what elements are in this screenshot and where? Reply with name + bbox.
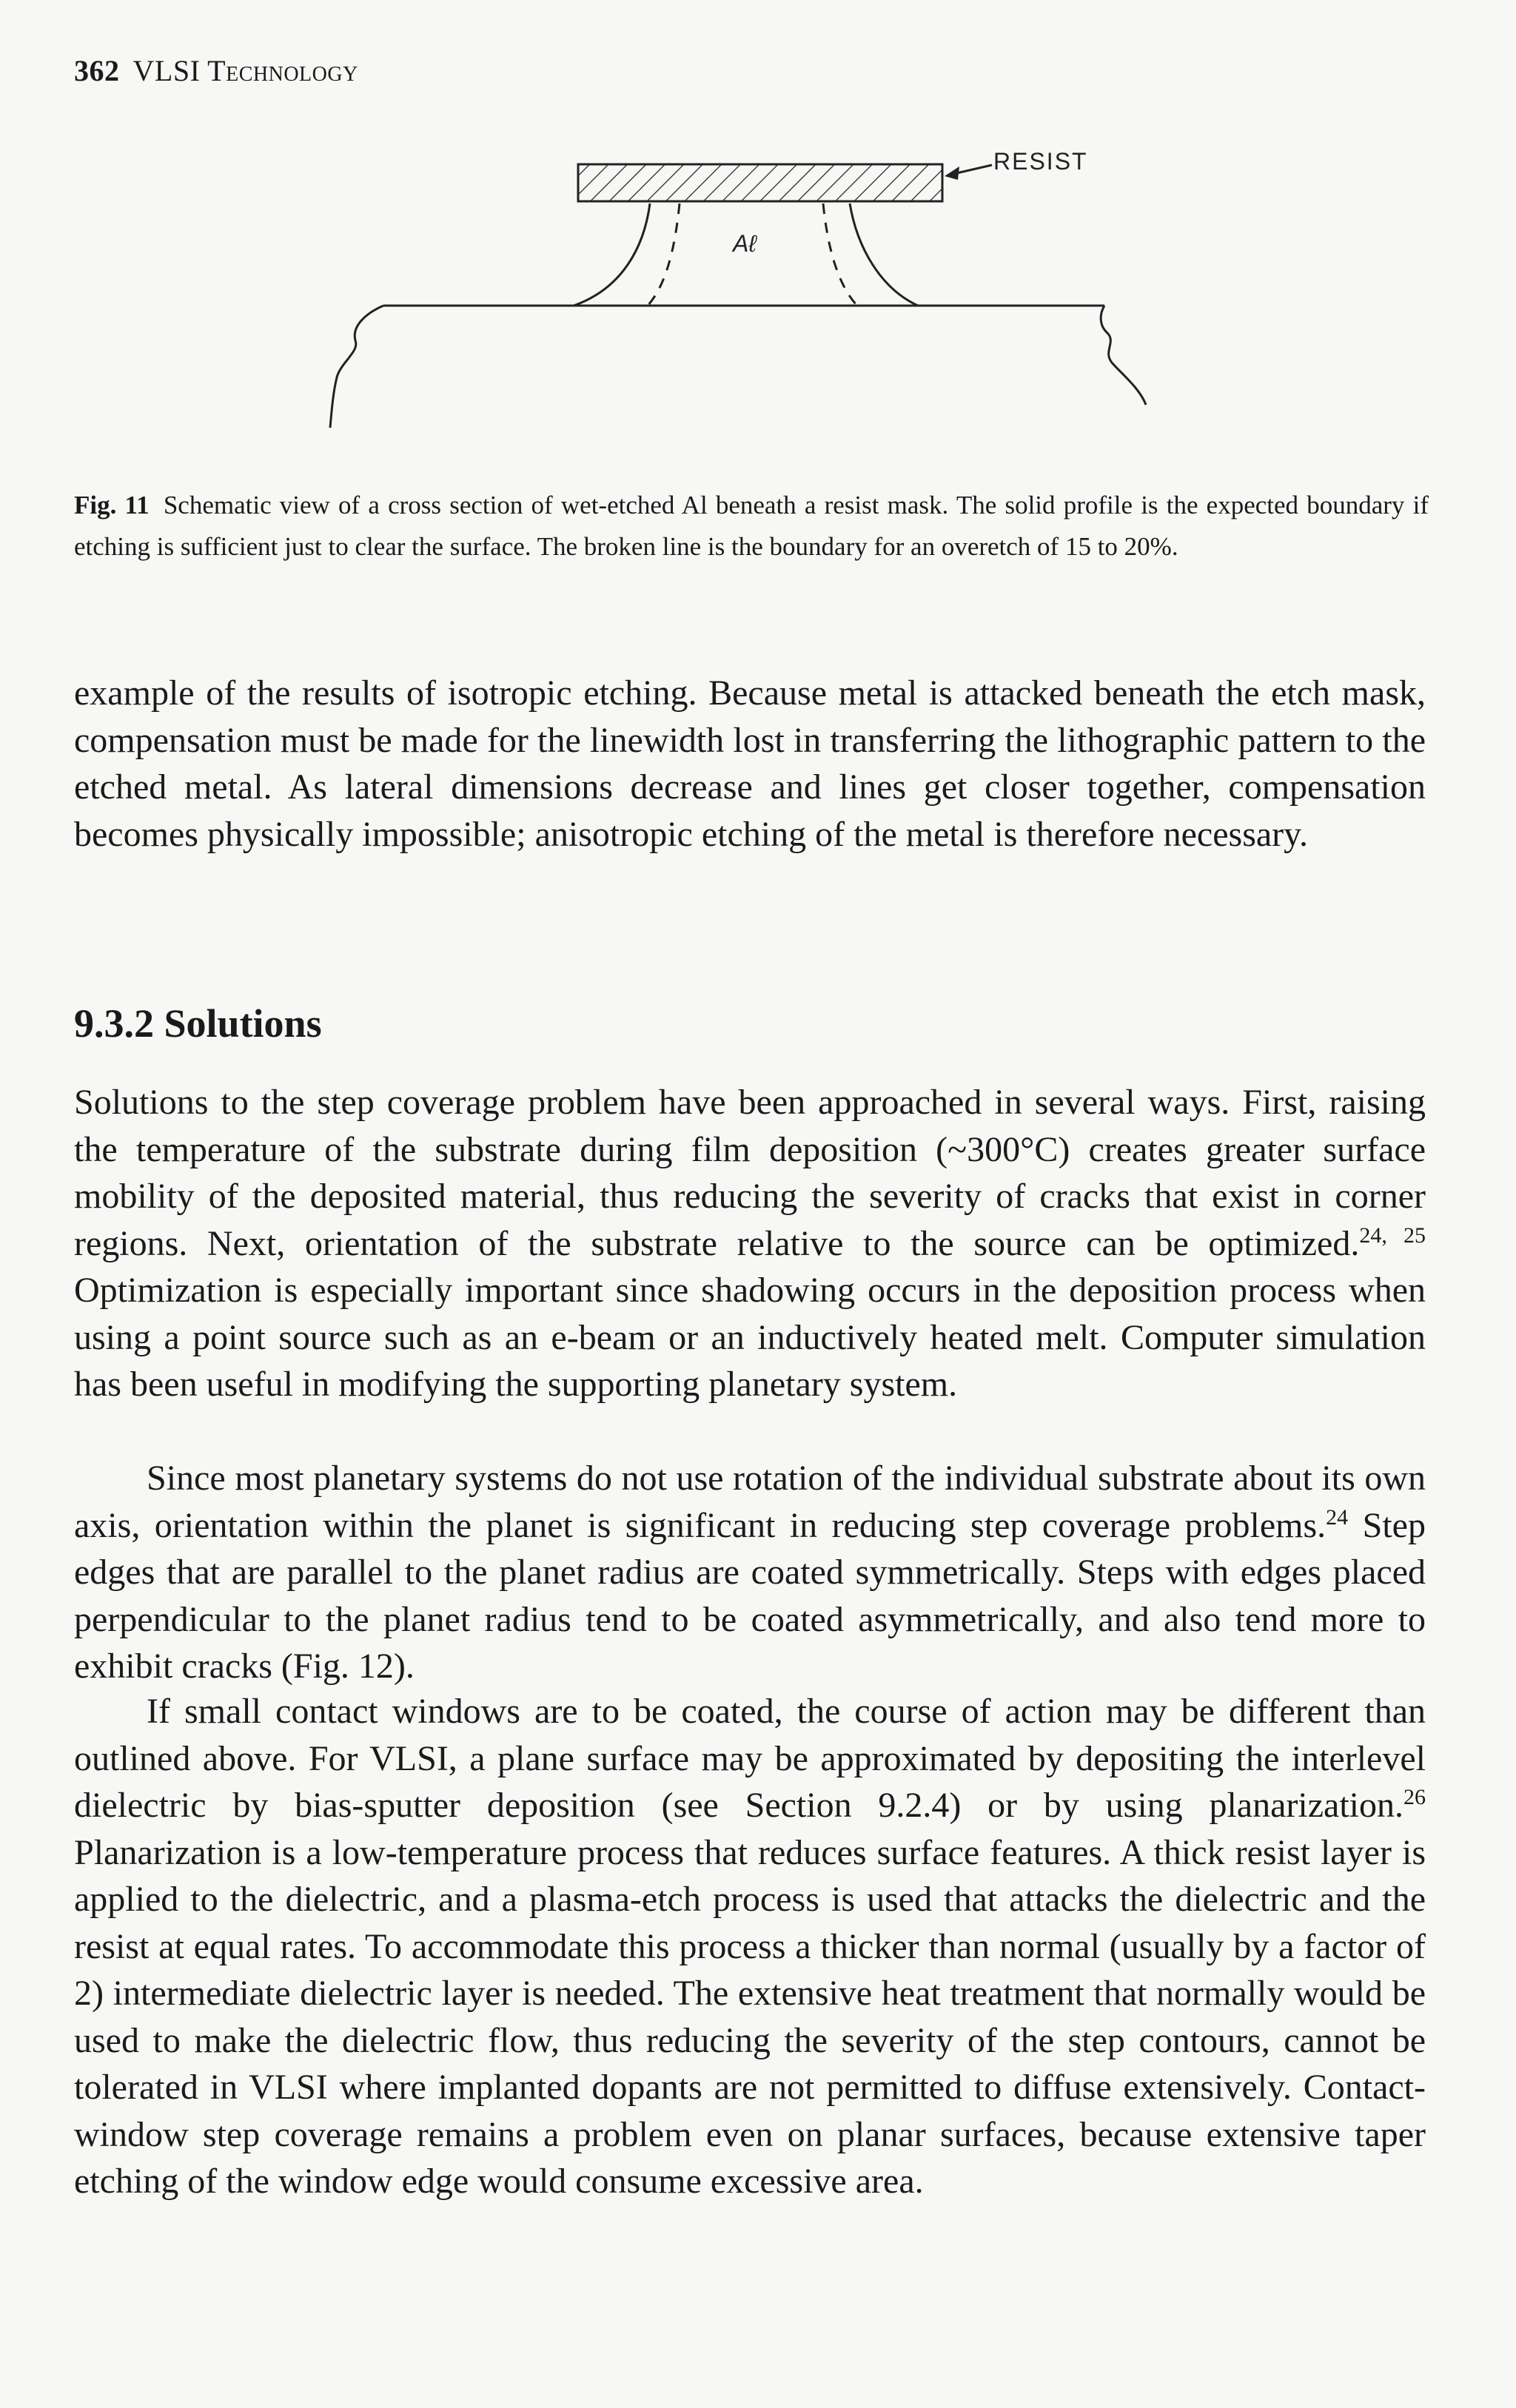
substrate-break-right <box>1101 306 1146 405</box>
broken-overetch-line-left <box>648 204 680 306</box>
paragraph-text: Solutions to the step coverage problem have been approached in several ways. First, raising the temperature of the substrate during film deposition (~300°C) creates greater surface mobility of the deposited material, thus reducing the severity of cracks that exist in corner regions. Next, orientation of the substrate relative to the source can be optimized. <box>74 1083 1426 1263</box>
cross-section-figure <box>296 137 1184 448</box>
resist-arrowhead <box>945 167 959 180</box>
running-head <box>74 53 358 88</box>
aluminum-label: Aℓ <box>733 230 757 257</box>
paragraph-text: Since most planetary systems do not use rotation of the individual substrate about its own axis, orientation within the planet is significant in reducing step coverage problems. <box>74 1459 1426 1545</box>
solid-etch-profile-right <box>850 204 918 306</box>
reference-superscript: 24, 25 <box>1359 1223 1426 1248</box>
section-heading: 9.3.2 Solutions <box>74 1001 322 1046</box>
resist-label: RESIST <box>993 148 1088 175</box>
substrate-break-left <box>330 306 383 428</box>
page-number: 362 <box>74 54 120 87</box>
paragraph-contact-windows <box>74 1688 1426 2205</box>
paragraph-text: Planarization is a low-temperature process that reduces surface features. A thick resist layer is applied to the dielectric, and a plasma-etch process is used that attacks the dielectric and the resist at equal rates. To accommodate this process a thicker than normal (usually by a factor of 2) intermediate dielectric layer is needed. The extensive heat treatment that normally would be used to make the dielectric flow, thus reducing the severity of the step contours, cannot be tolerated in VLSI where implanted dopants are not permitted to diffuse extensively. Contact-window step coverage remains a problem even on planar surfaces, because extensive taper etching of the window edge would consume excessive area. <box>74 1832 1426 2201</box>
paragraph-text: If small contact windows are to be coated, the course of action may be different than outlined above. For VLSI, a plane surface may be approximated by depositing the interlevel dielectric by bias-sputter deposition (see Section 9.2.4) or by using planarization. <box>74 1692 1426 1825</box>
solid-etch-profile-left <box>574 204 650 306</box>
resist-mask <box>578 164 942 201</box>
book-title: VLSI Technology <box>133 54 358 87</box>
paragraph-text: Optimization is especially important since shadowing occurs in the deposition process when using a point source such as an e-beam or an inductively heated melt. Computer simulation has been useful in modifying the supporting planetary system. <box>74 1271 1426 1404</box>
resist-leader-line <box>953 165 992 174</box>
reference-superscript: 24 <box>1326 1504 1349 1530</box>
figure-label: Fig. 11 <box>74 491 150 519</box>
figure-caption <box>74 485 1429 568</box>
paragraph-text: Step edges that are parallel to the planet radius are coated symmetrically. Steps with edges placed perpendicular to the planet radius tend to be coated asymmetrically, and also tend more to exhibit cracks (Fig. 12). <box>74 1505 1426 1686</box>
paragraph-planetary-systems <box>74 1455 1426 1690</box>
caption-text: Schematic view of a cross section of wet-etched Al beneath a resist mask. The solid profile is the expected boundary if etching is sufficient just to clear the surface. The broken line is the boundary for an overetch of 15 to 20%. <box>74 491 1429 561</box>
paragraph-solutions <box>74 1079 1426 1408</box>
reference-superscript: 26 <box>1403 1785 1426 1809</box>
paragraph-isotropic-etching: example of the results of isotropic etching. Because metal is attacked beneath the etch mask, compensation must be made for the linewidth lost in transferring the lithographic pattern to the etched metal. As lateral dimensions decrease and lines get closer together, compensation becomes physically impossible; anisotropic etching of the metal is therefore necessary. <box>74 673 1426 854</box>
